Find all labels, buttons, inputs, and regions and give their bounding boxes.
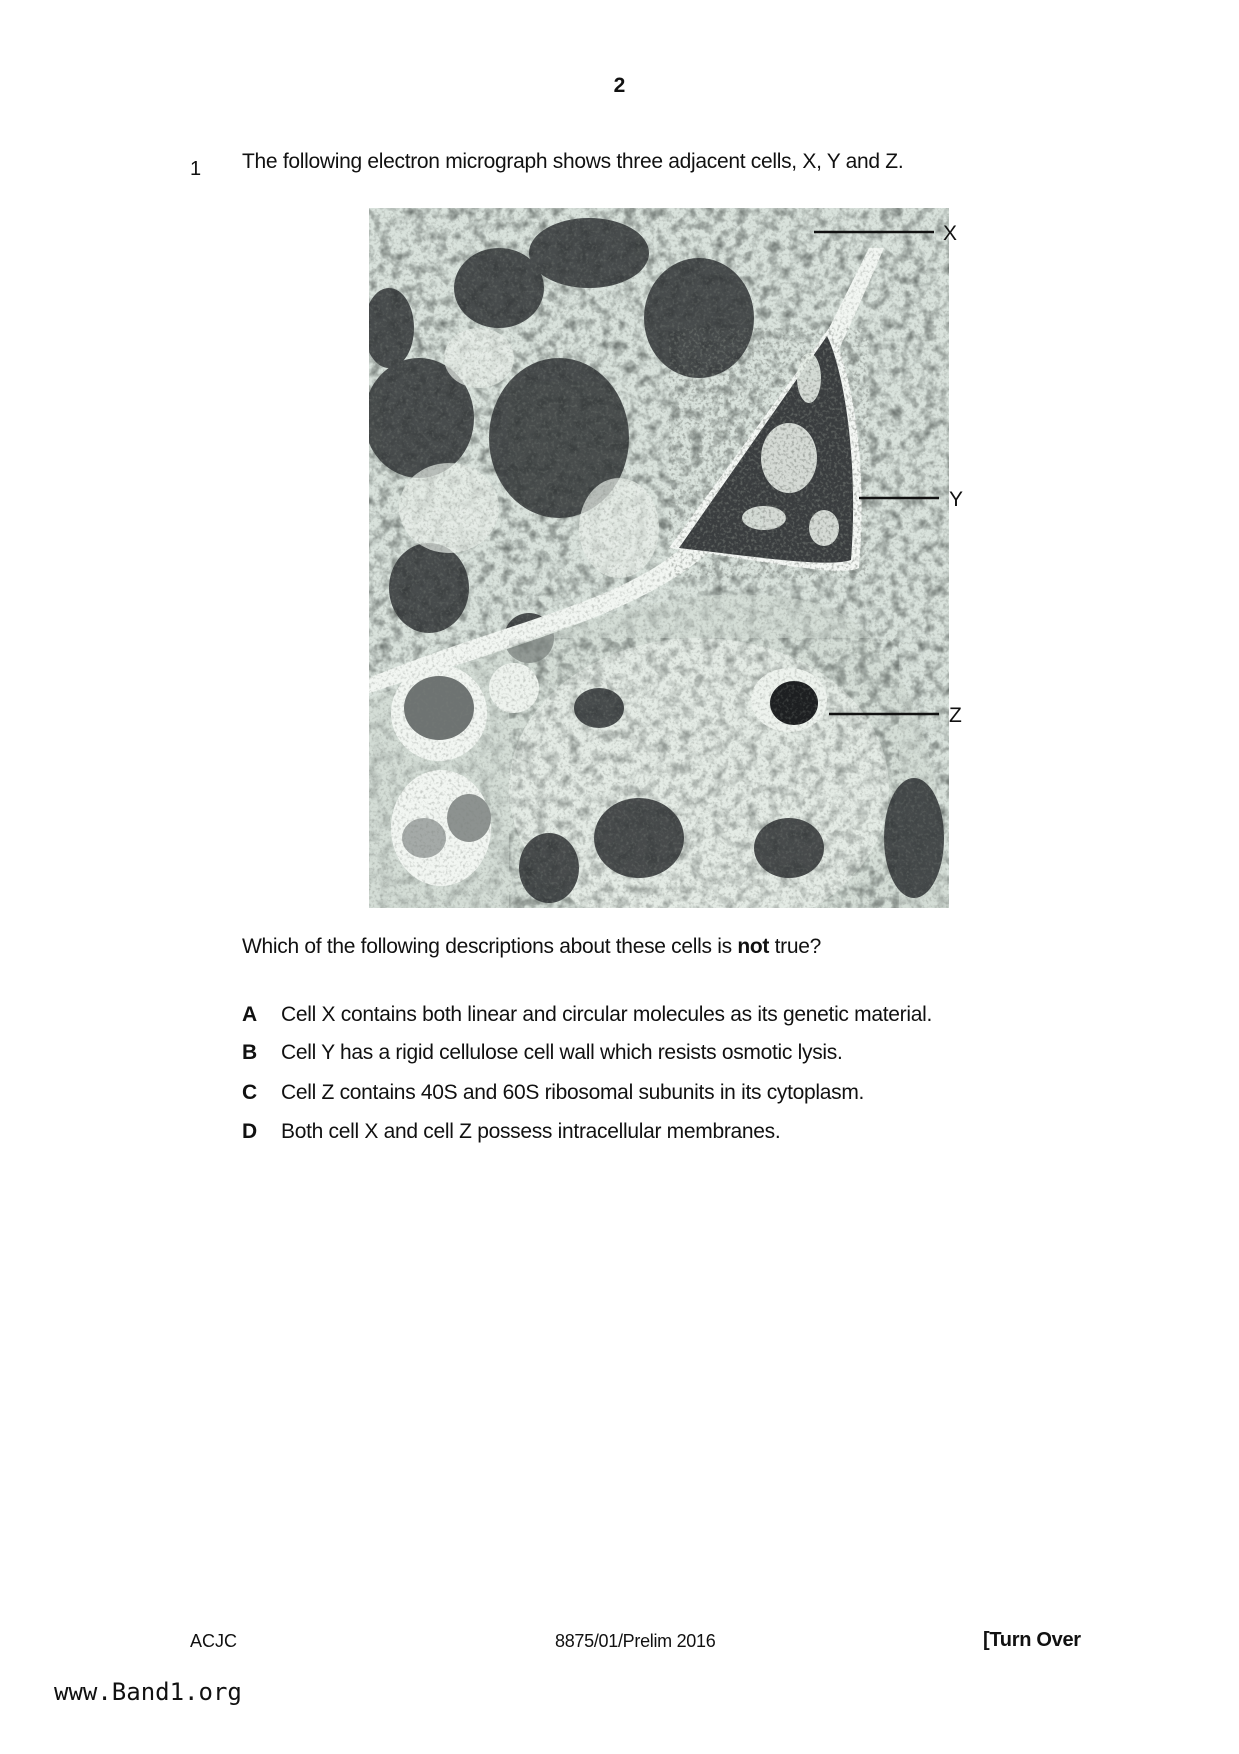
prompt-text-after: true? <box>769 935 821 958</box>
question-number: 1 <box>190 158 202 180</box>
footer-school: ACJC <box>190 1631 238 1651</box>
option-key: A <box>242 1003 257 1026</box>
option-c <box>242 1081 864 1105</box>
footer-paper-code: 8875/01/Prelim 2016 <box>555 1631 716 1651</box>
option-a <box>242 1003 932 1027</box>
option-text: Cell X contains both linear and circular molecules as its genetic material. <box>281 1003 932 1026</box>
footer-turn-over: [Turn Over <box>983 1629 1081 1651</box>
option-text: Both cell X and cell Z possess intracellular membranes. <box>281 1120 781 1143</box>
question-prompt <box>242 935 821 959</box>
option-key: C <box>242 1081 257 1104</box>
label-x: X <box>943 222 958 245</box>
watermark-url: www.Band1.org <box>54 1678 242 1706</box>
label-y: Y <box>949 488 964 511</box>
option-b <box>242 1041 843 1065</box>
question-stem: The following electron micrograph shows three adjacent cells, X, Y and Z. <box>242 150 904 173</box>
option-key: B <box>242 1041 257 1064</box>
page-number: 2 <box>613 74 626 97</box>
option-text: Cell Z contains 40S and 60S ribosomal subunits in its cytoplasm. <box>281 1081 865 1104</box>
option-d <box>242 1120 780 1144</box>
prompt-text-before: Which of the following descriptions about these cells is <box>242 935 738 958</box>
prompt-emphasis: not <box>737 935 770 958</box>
micrograph-labels <box>369 208 989 908</box>
option-text: Cell Y has a rigid cellulose cell wall which resists osmotic lysis. <box>281 1041 843 1064</box>
label-z: Z <box>949 704 962 727</box>
option-key: D <box>242 1120 257 1143</box>
